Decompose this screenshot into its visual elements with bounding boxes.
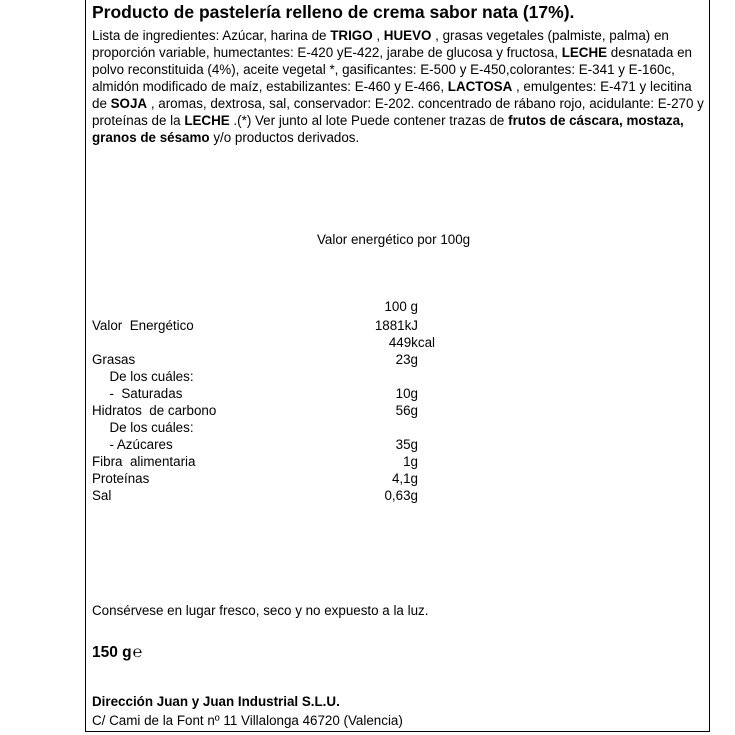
ingredients-list [92, 27, 707, 146]
ingredient-text: Lista de ingredientes: Azúcar, harina de [92, 28, 331, 43]
estimated-sign-icon: ℮ [132, 644, 143, 661]
nutrition-row [92, 385, 418, 402]
nutrient-value: 100 g [384, 299, 418, 314]
nutrient-value: 1g [403, 454, 418, 469]
nutrition-row [92, 298, 418, 315]
nutrition-row [92, 317, 418, 334]
ingredient-text: , [372, 28, 384, 43]
allergen-text: LECHE [561, 45, 608, 60]
product-title: Producto de pastelería relleno de crema sabor nata (17%). [92, 2, 575, 22]
nutrient-label: De los cuáles: [102, 369, 194, 384]
allergen-text: LACTOSA [447, 79, 513, 94]
nutrient-label: - Azúcares [102, 437, 173, 452]
nutrient-value: 35g [395, 437, 418, 452]
nutrition-row [92, 436, 418, 453]
allergen-text: SOJA [110, 96, 148, 111]
ingredient-text: y/o productos derivados. [209, 130, 360, 145]
nutrient-label: De los cuáles: [102, 420, 194, 435]
product-label [85, 0, 710, 732]
nutrition-row [92, 419, 418, 436]
nutrition-row [92, 470, 418, 487]
nutrient-label: - Saturadas [102, 386, 183, 401]
ingredient-text: .(*) Ver junto al lote Puede contener trazas de [229, 113, 509, 128]
nutrient-label: Valor Energético [92, 318, 194, 333]
nutrition-row [92, 334, 435, 351]
nutrient-value: 4,1g [391, 471, 418, 486]
net-weight-value: 150 g [92, 644, 132, 661]
nutrition-row [92, 487, 418, 504]
nutrient-value: 56g [395, 403, 418, 418]
net-weight [92, 644, 142, 662]
allergen-text: frutos de cáscara, mostaza, granos de sésamo [92, 113, 684, 145]
allergen-text: LECHE [184, 113, 230, 128]
company-address: C/ Cami de la Font nº 11 Villalonga 46720 (Valencia) [92, 713, 403, 728]
nutrient-value: 23g [395, 352, 418, 367]
allergen-text: HUEVO [383, 28, 432, 43]
ingredient-text: desnatada en polvo reconstituida (4%), aceite vegetal *, gasificantes: E-500 y E-450,colorantes: E-341 y E-160c, almidón modificado de maíz, estabilizantes: E-460 y E-466, [92, 45, 692, 94]
ingredient-text: , emulgentes: E-471 y lecitina de [92, 79, 692, 111]
allergen-text: TRIGO [330, 28, 373, 43]
nutrient-label: Fibra alimentaria [92, 454, 196, 469]
nutrition-heading: Valor energético por 100g [317, 232, 471, 247]
nutrient-label: Hidratos de carbono [92, 403, 217, 418]
ingredient-text: , grasas vegetales (palmiste, palma) en proporción variable, humectantes: E-420 yE-422, jarabe de glucosa y fructosa, [92, 28, 669, 60]
nutrient-value: 1881kJ [374, 318, 418, 333]
nutrition-row [92, 368, 418, 385]
nutrient-value: 449kcal [388, 335, 435, 350]
nutrient-label: Proteínas [92, 471, 150, 486]
nutrient-label: Grasas [92, 352, 136, 367]
nutrition-row [92, 453, 418, 470]
company-name: Dirección Juan y Juan Industrial S.L.U. [92, 694, 340, 709]
nutrition-row [92, 351, 418, 368]
nutrition-row [92, 402, 418, 419]
nutrient-label: Sal [92, 488, 112, 503]
nutrient-value: 10g [395, 386, 418, 401]
ingredient-text: , aromas, dextrosa, sal, conservador: E-202. concentrado de rábano rojo, acidulante: E-270 y proteínas de la [92, 96, 704, 128]
nutrient-value: 0,63g [384, 488, 418, 503]
conservation-note: Consérvese en lugar fresco, seco y no expuesto a la luz. [92, 603, 429, 618]
